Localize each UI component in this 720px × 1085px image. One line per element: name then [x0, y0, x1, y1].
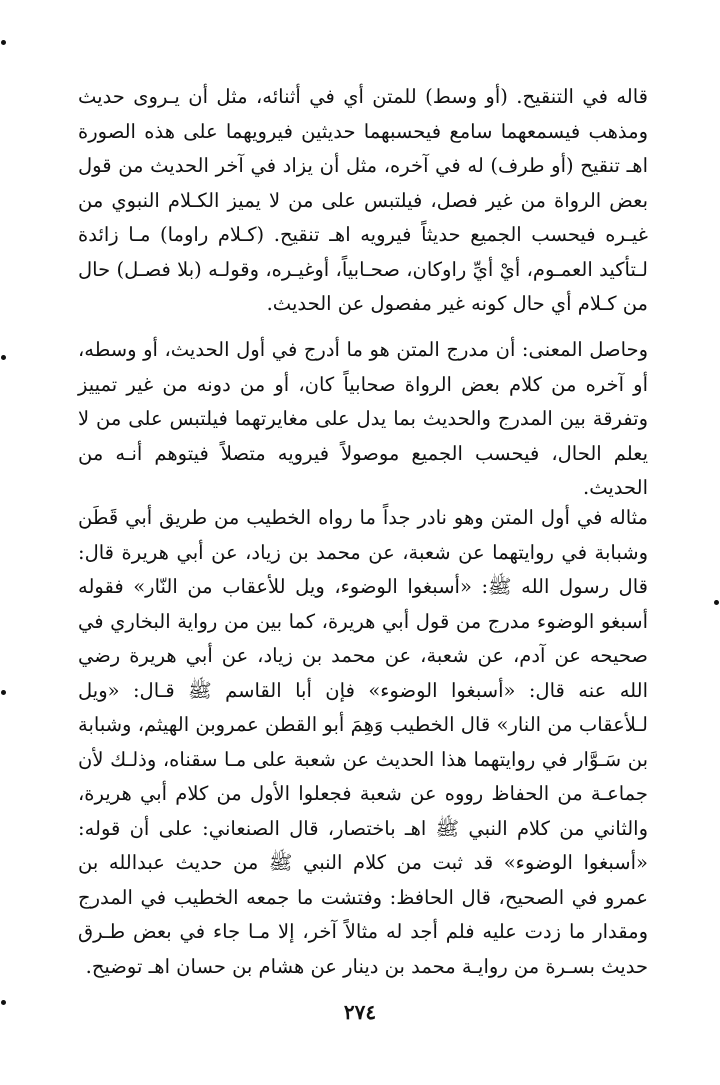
margin-dot — [714, 600, 719, 605]
paragraph-example: مثاله في أول المتن وهو نادر جداً ما رواه الخطيب من طريق أبي قَطَن وشبابة في روايتهما عن شعبة، عن محمد بن زياد، عن أبي هريرة قال: قال رسول الله ﷺ: «أسبغوا الوضوء، ويل للأعقاب من النّار» فقوله أسبغو الوضوء مدرج من قول أبي هريرة، كما بين من رواية البخاري في صحيحه عن آدم، عن شعبة، عن محمد بن زياد، عن أبي هريرة رضي الله عنه قال: «أسبغوا الوضوء» فإن أبا القاسم ﷺ قـال: «ويل لـلأعقاب من النار» قال الخطيب وَهِمَ أبو القطن عمروبن الهيثم، وشبابة بن سَـوَّار في روايتهما هذا الحديث عن شعبة على مـا سقناه، وذلـك لأن جماعـة من الحفاظ رووه عن شعبة فجعلوا الأول من كلام أبي هريرة، والثاني من كلام النبي ﷺ اهـ باختصار، قال الصنعاني: على أن قوله: «أسبغوا الوضوء» قد ثبت من كلام النبي ﷺ من حديث عبدالله بن عمرو في الصحيح، قال الحافظ: وفتشت ما جمعه الخطيب في المدرج ومقدار ما زدت عليه فلم أجد له مثالاً آخر، إلا مـا جاء في بعض طـرق حديث بسـرة من روايـة محمد بن دينار عن هشام بن حسان اهـ توضيح. — [78, 506, 648, 978]
margin-dot — [1, 40, 6, 45]
paragraph-meaning: وحاصل المعنى: أن مدرج المتن هو ما أدرج في أول الحديث، أو وسطه، أو آخره من كلام بعض الرواة صحابياً كان، أو من دونه من غير تمييز وتفرقة بين المدرج والحديث بما يدل على مغايرتهما فيلتبس على من لا يعلم الحال، فيحسب الجميع موصولاً فيرويه متصلاً فيتوهم أنـه من الحديث. — [78, 338, 648, 499]
margin-dot — [1, 355, 6, 360]
page-number: ٢٧٤ — [343, 1000, 377, 1024]
margin-dot — [1, 690, 6, 695]
paragraph-commentary: قاله في التنقيح. (أو وسط) للمتن أي في أثنائه، مثل أن يـروى حديث ومذهب فيسمعهما سامع فيحسبهما حديثين فيرويهما على هذه الصورة اهـ تنقيح (أو طرف) له في آخره، مثل أن يزاد في آخر الحديث من قول بعض الرواة من غير فصل، فيلتبس على من لا يميز الكـلام النبوي من غيـره فيحسب الجميع حديثاً فيرويه اهـ تنقيح. (كـلام راوما) مـا زائدة لـتأكيد العمـوم، أيْ أيِّ راوكان، صحـابياً، أوغيـره، وقولـه (بلا فصـل) حال من كـلام أي حال كونه غير مفصول عن الحديث. — [78, 85, 648, 315]
